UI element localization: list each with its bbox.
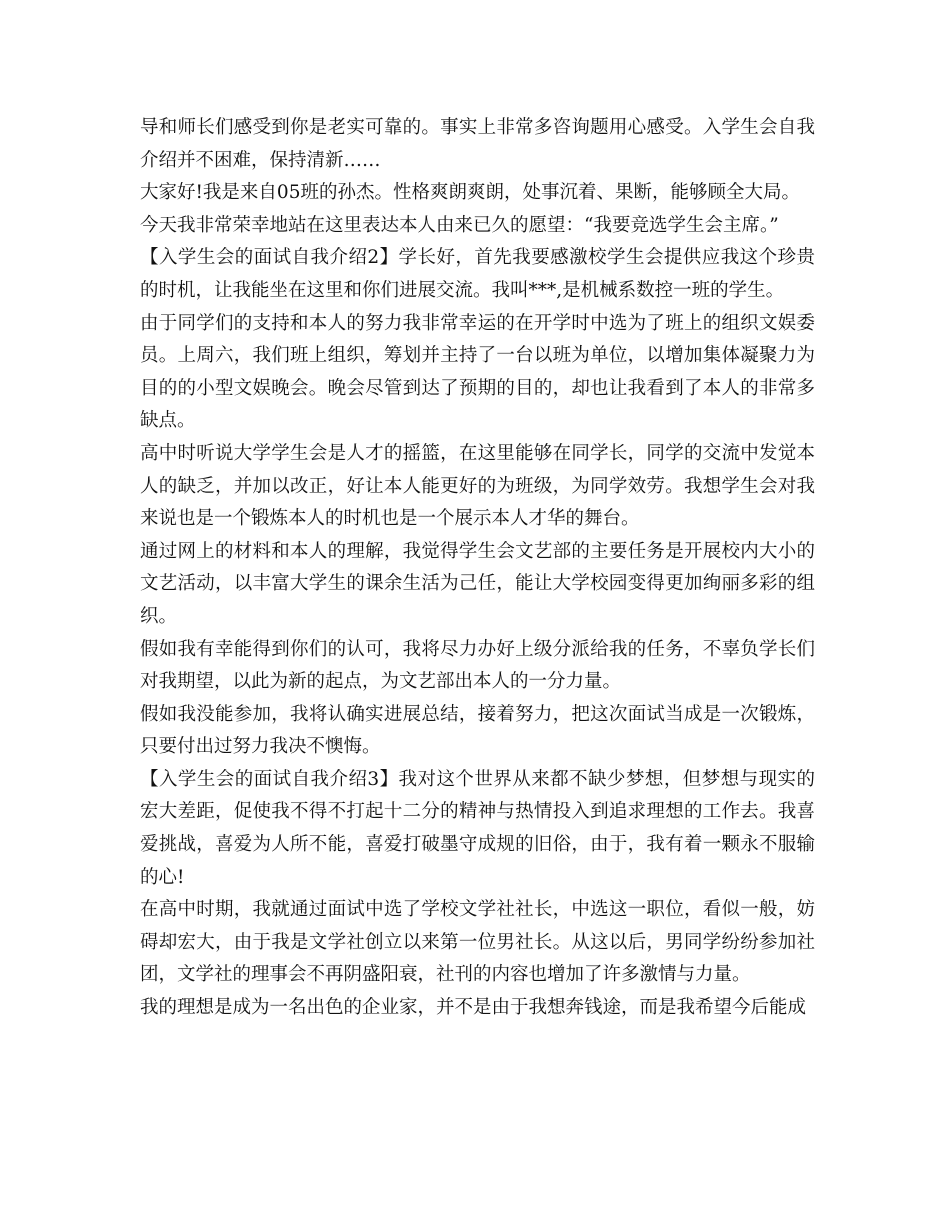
document-body xyxy=(140,112,815,1025)
paragraph: 【入学生会的面试自我介绍3】我对这个世界从来都不缺少梦想，但梦想与现实的宏大差距，促使我不得不打起十二分的精神与热情投入到追求理想的工作去。我喜爱挑战，喜爱为人所不能，喜爱打破墨守成规的旧俗，由于，我有着一颗永不服输的心! xyxy=(140,768,815,888)
paragraph: 假如我没能参加，我将认确实进展总结，接着努力，把这次面试当成是一次锻炼，只要付出过努力我决不懊悔。 xyxy=(140,703,815,758)
paragraph: 假如我有幸能得到你们的认可，我将尽力办好上级分派给我的任务，不辜负学长们对我期望，以此为新的起点，为文艺部出本人的一分力量。 xyxy=(140,638,815,693)
paragraph: 大家好!我是来自05班的孙杰。性格爽朗爽朗，处事沉着、果断，能够顾全大局。 xyxy=(140,182,800,204)
paragraph: 由于同学们的支持和本人的努力我非常幸运的在开学时中选为了班上的组织文娱委员。上周六，我们班上组织，筹划并主持了一台以班为单位，以增加集体凝聚力为目的的小型文娱晚会。晚会尽管到达了预期的目的，却也让我看到了本人的非常多缺点。 xyxy=(140,312,815,432)
paragraph: 导和师长们感受到你是老实可靠的。事实上非常多咨询题用心感受。入学生会自我介绍并不困难，保持清新…… xyxy=(140,117,815,171)
paragraph: 【入学生会的面试自我介绍2】学长好，首先我要感激校学生会提供应我这个珍贵的时机，让我能坐在这里和你们进展交流。我叫***,是机械系数控一班的学生。 xyxy=(140,247,815,301)
paragraph: 高中时听说大学学生会是人才的摇篮，在这里能够在同学长，同学的交流中发觉本人的缺乏，并加以改正，好让本人能更好的为班级，为同学效劳。我想学生会对我来说也是一个锻炼本人的时机也是一个展示本人才华的舞台。 xyxy=(140,442,815,530)
paragraph: 通过网上的材料和本人的理解，我觉得学生会文艺部的主要任务是开展校内大小的文艺活动，以丰富大学生的课余生活为己任，能让大学校园变得更加绚丽多彩的组织。 xyxy=(140,540,815,627)
paragraph: 今天我非常荣幸地站在这里表达本人由来已久的愿望：“我要竞选学生会主席。” xyxy=(140,214,779,236)
paragraph: 我的理想是成为一名出色的企业家，并不是由于我想奔钱途，而是我希望今后能成 xyxy=(140,997,807,1019)
paragraph: 在高中时期，我就通过面试中选了学校文学社社长，中选这一职位，看似一般，妨碍却宏大，由于我是文学社创立以来第一位男社长。从这以后，男同学纷纷参加社团，文学社的理事会不再阴盛阳衰，社刊的内容也增加了许多激情与力量。 xyxy=(140,899,815,986)
